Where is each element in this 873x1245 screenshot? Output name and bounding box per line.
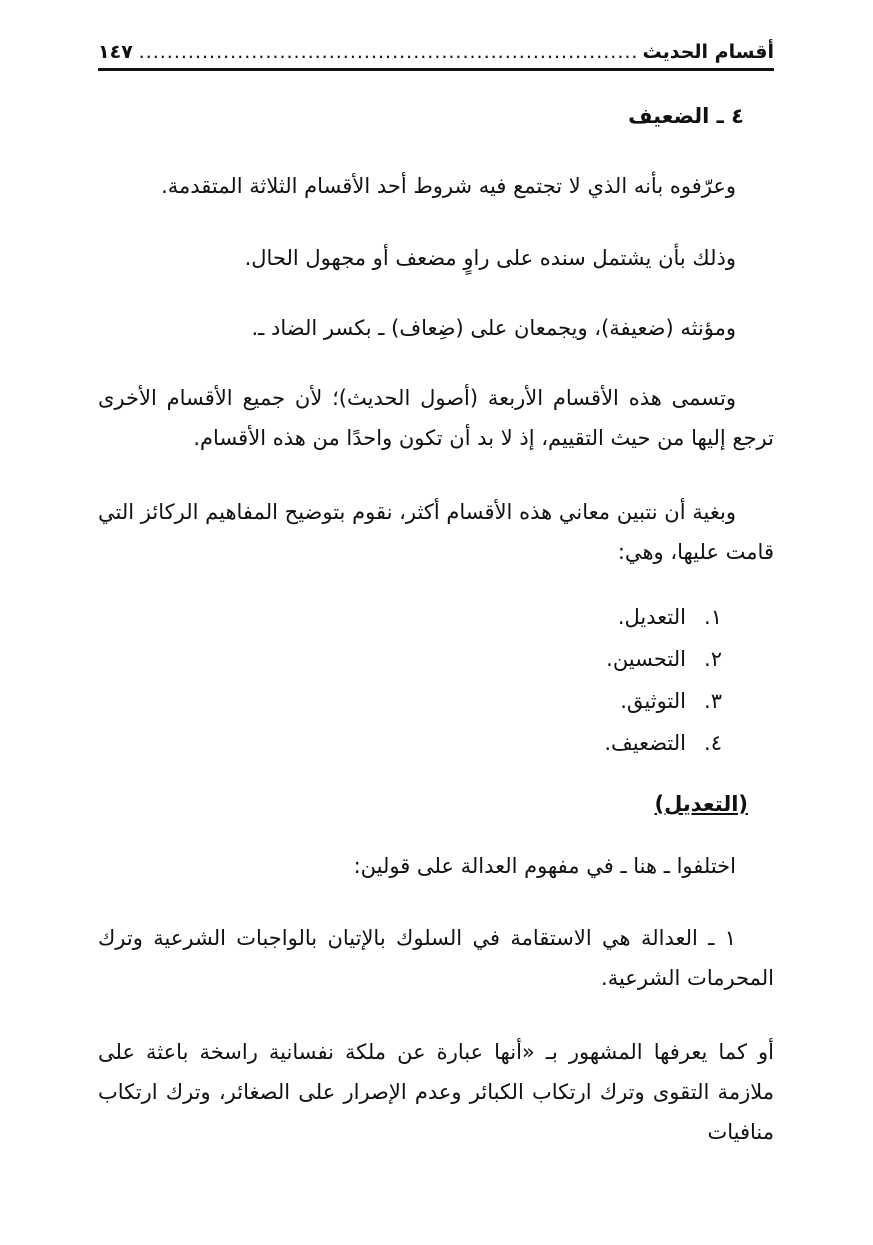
- list-item: ٤.التضعيف.: [604, 731, 722, 755]
- paragraph-definition: وعرّفوه بأنه الذي لا تجتمع فيه شروط أحد الأقسام الثلاثة المتقدمة.: [161, 174, 736, 198]
- header-leader-dots: [137, 38, 639, 66]
- list-item: ٢.التحسين.: [606, 647, 722, 671]
- page-number: ١٤٧: [98, 41, 133, 63]
- paragraph-first-opinion: ١ ـ العدالة هي الاستقامة في السلوك بالإتيان بالواجبات الشرعية وترك المحرمات الشرعية.: [98, 926, 774, 990]
- header-rule: [98, 68, 774, 71]
- paragraph-concepts-intro: وبغية أن نتبين معاني هذه الأقسام أكثر، نقوم بتوضيح المفاهيم الركائز التي قامت عليها، وهي:: [98, 500, 774, 564]
- paragraph-four-divisions: وتسمى هذه الأقسام الأربعة (أصول الحديث)؛ لأن جميع الأقسام الأخرى ترجع إليها من حيث التقييم، إذ لا بد أن تكون واحدًا من هذه الأقسام.: [98, 386, 774, 450]
- header-title: أقسام الحديث: [642, 41, 774, 63]
- paragraph-two-opinions: اختلفوا ـ هنا ـ في مفهوم العدالة على قولين:: [353, 854, 736, 878]
- running-header: [98, 36, 774, 66]
- paragraph-explanation: وذلك بأن يشتمل سنده على راوٍ مضعف أو مجهول الحال.: [244, 246, 736, 270]
- list-item: ٣.التوثيق.: [620, 689, 722, 713]
- concepts-list: [98, 596, 774, 764]
- paragraph-feminine-plural: ومؤنثه (ضعيفة)، ويجمعان على (ضِعاف) ـ بكسر الضاد ـ.: [251, 316, 736, 340]
- subheading-tadil: (التعديل): [654, 792, 748, 816]
- section-heading: ٤ ـ الضعيف: [628, 104, 744, 128]
- paragraph-mashhur-definition: أو كما يعرفها المشهور بـ «أنها عبارة عن ملكة نفسانية راسخة باعثة على ملازمة التقوى وترك ارتكاب الكبائر وعدم الإصرار على الصغائر، وترك ارتكاب منافيات: [98, 1040, 774, 1144]
- list-item: ١.التعديل.: [617, 605, 722, 629]
